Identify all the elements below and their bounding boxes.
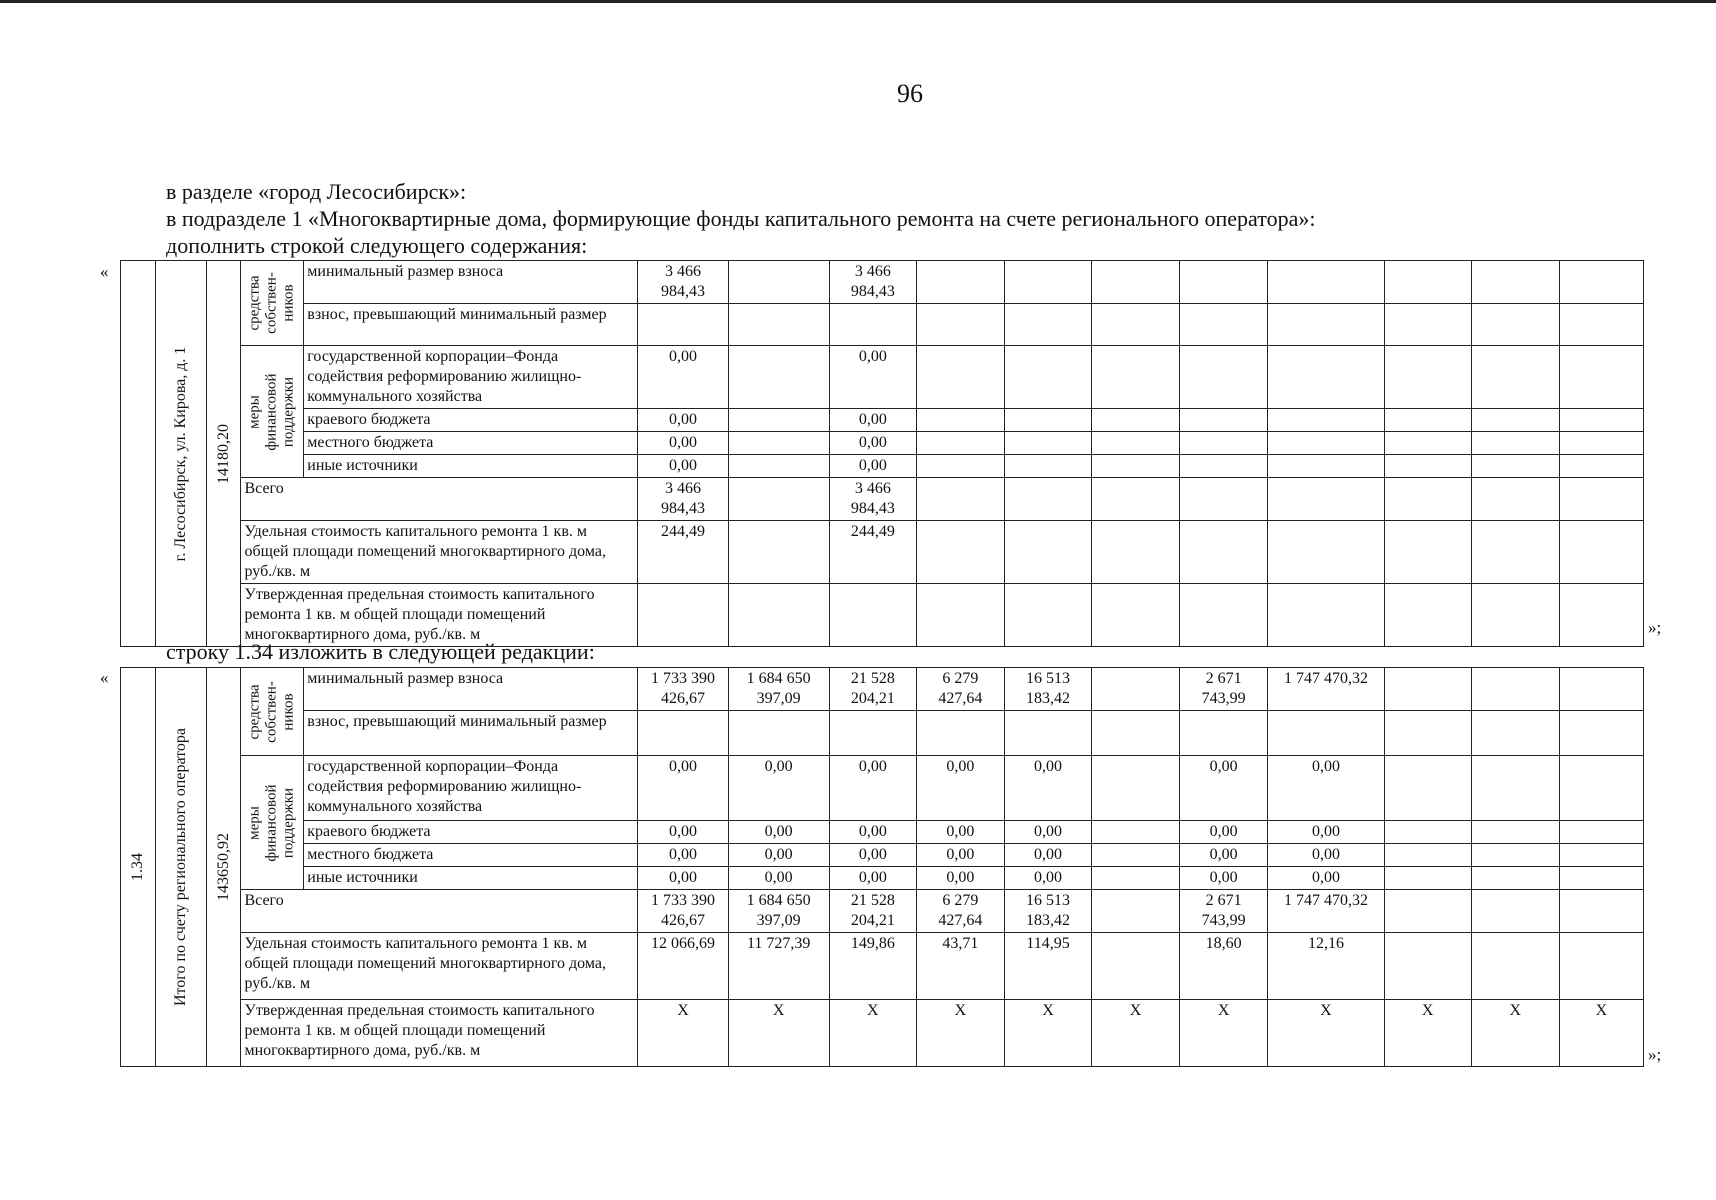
value-cell: 0,00: [1180, 867, 1268, 890]
value-cell: 21 528 204,21: [829, 890, 916, 933]
value-cell: 6 279 427,64: [916, 668, 1004, 711]
value-cell: [1559, 584, 1643, 647]
row-label-regional_budget: краевого бюджета: [304, 821, 638, 844]
value-cell: 0,00: [1004, 756, 1091, 821]
row-label-regional_budget: краевого бюджета: [304, 409, 638, 432]
value-cell: [638, 711, 728, 756]
value-cell: 0,00: [1180, 821, 1268, 844]
table-row-regional_budget: [121, 409, 1644, 432]
value-cell: X: [1180, 1000, 1268, 1067]
value-cell: [1180, 521, 1268, 584]
value-cell: 1 684 650 397,09: [728, 668, 829, 711]
value-cell: [1004, 711, 1091, 756]
value-cell: [1471, 867, 1559, 890]
value-cell: 6 279 427,64: [916, 890, 1004, 933]
value-cell: [1092, 346, 1180, 409]
area-cell-text: 143650,92: [214, 833, 232, 901]
value-cell: 0,00: [829, 756, 916, 821]
value-cell: 1 684 650 397,09: [728, 890, 829, 933]
table1-close-quote: »;: [1648, 618, 1662, 637]
table-row-min_fee: [121, 668, 1644, 711]
row-label-fund_reform: государственной корпорации–Фонда содействия реформированию жилищно-коммунального хозяйства: [304, 756, 638, 821]
value-cell: X: [1092, 1000, 1180, 1067]
group-financial-support-line: поддержки: [280, 376, 297, 447]
value-cell: 0,00: [638, 346, 728, 409]
value-cell: 0,00: [728, 867, 829, 890]
row-label-fund_reform: государственной корпорации–Фонда содействия реформированию жилищно-коммунального хозяйства: [304, 346, 638, 409]
table-row-other_sources: [121, 455, 1644, 478]
value-cell: [1471, 346, 1559, 409]
value-cell: [1559, 346, 1643, 409]
value-cell: [1004, 304, 1091, 346]
value-cell: [1384, 821, 1471, 844]
value-cell: X: [1559, 1000, 1643, 1067]
value-cell: 0,00: [1004, 867, 1091, 890]
value-cell: [1559, 409, 1643, 432]
row-label-other_sources: иные источники: [304, 455, 638, 478]
value-cell: [1559, 933, 1643, 1000]
value-cell: [1559, 711, 1643, 756]
value-cell: [1268, 432, 1384, 455]
value-cell: [1180, 478, 1268, 521]
group-financial-support-line: меры: [246, 394, 263, 429]
value-cell: 16 513 183,42: [1004, 890, 1091, 933]
value-cell: [1471, 933, 1559, 1000]
table-row-local_budget: [121, 844, 1644, 867]
value-cell: [1471, 584, 1559, 647]
value-cell: [1092, 668, 1180, 711]
value-cell: 0,00: [916, 867, 1004, 890]
value-cell: [1092, 409, 1180, 432]
value-cell: [1384, 432, 1471, 455]
value-cell: [1471, 844, 1559, 867]
row-label-local_budget: местного бюджета: [304, 432, 638, 455]
value-cell: 0,00: [728, 844, 829, 867]
group-owners-funds-line: собствен-: [263, 680, 280, 743]
group-financial-support-line: финансовой: [263, 783, 280, 862]
value-cell: 0,00: [638, 455, 728, 478]
table-row-regional_budget: [121, 821, 1644, 844]
group-owners-funds: [241, 668, 304, 756]
value-cell: 0,00: [829, 867, 916, 890]
value-cell: [1384, 584, 1471, 647]
value-cell: [1268, 455, 1384, 478]
table-row-other_sources: [121, 867, 1644, 890]
group-owners-funds-line: средства: [246, 684, 263, 740]
value-cell: 244,49: [638, 521, 728, 584]
value-cell: [1384, 711, 1471, 756]
row-label-unit_cost: Удельная стоимость капитального ремонта 1 кв. м общей площади помещений многоквартирного дома, руб./кв. м: [241, 521, 638, 584]
value-cell: [728, 711, 829, 756]
value-cell: [1004, 455, 1091, 478]
value-cell: [1180, 261, 1268, 304]
value-cell: [1471, 261, 1559, 304]
value-cell: [916, 409, 1004, 432]
page-number: 96: [897, 79, 923, 108]
table-row-limit_cost: [121, 1000, 1644, 1067]
value-cell: 0,00: [829, 844, 916, 867]
table-row-unit_cost: [121, 933, 1644, 1000]
value-cell: X: [1471, 1000, 1559, 1067]
value-cell: [1092, 890, 1180, 933]
address-cell: [156, 261, 207, 647]
value-cell: 3 466 984,43: [829, 261, 916, 304]
value-cell: [728, 304, 829, 346]
value-cell: [916, 584, 1004, 647]
value-cell: 244,49: [829, 521, 916, 584]
value-cell: [1092, 261, 1180, 304]
value-cell: [1384, 261, 1471, 304]
value-cell: 114,95: [1004, 933, 1091, 1000]
value-cell: [1268, 261, 1384, 304]
value-cell: 2 671 743,99: [1180, 668, 1268, 711]
value-cell: [1092, 821, 1180, 844]
value-cell: 149,86: [829, 933, 916, 1000]
value-cell: [1559, 261, 1643, 304]
value-cell: [1268, 346, 1384, 409]
value-cell: 0,00: [638, 409, 728, 432]
value-cell: [1384, 890, 1471, 933]
value-cell: 0,00: [1004, 821, 1091, 844]
value-cell: [1384, 844, 1471, 867]
value-cell: 12,16: [1268, 933, 1384, 1000]
value-cell: [1471, 432, 1559, 455]
value-cell: 43,71: [916, 933, 1004, 1000]
table-row-total: [121, 478, 1644, 521]
value-cell: [1471, 756, 1559, 821]
address-cell-text: г. Лесосибирск, ул. Кирова, д. 1: [172, 346, 190, 561]
value-cell: 0,00: [1180, 844, 1268, 867]
value-cell: X: [1004, 1000, 1091, 1067]
table-regional-operator-total: [120, 667, 1644, 1067]
value-cell: [1559, 890, 1643, 933]
value-cell: 0,00: [728, 821, 829, 844]
value-cell: 0,00: [829, 432, 916, 455]
value-cell: 1 747 470,32: [1268, 890, 1384, 933]
value-cell: [728, 409, 829, 432]
address-cell: [156, 668, 207, 1067]
value-cell: [1471, 409, 1559, 432]
value-cell: 0,00: [916, 844, 1004, 867]
value-cell: [1180, 455, 1268, 478]
table-row-min_fee: [121, 261, 1644, 304]
value-cell: 3 466 984,43: [829, 478, 916, 521]
group-owners-funds: [241, 261, 304, 346]
value-cell: [1384, 346, 1471, 409]
row-number-cell: [121, 261, 156, 647]
value-cell: [1268, 521, 1384, 584]
value-cell: [1180, 304, 1268, 346]
value-cell: [829, 711, 916, 756]
value-cell: [1559, 432, 1643, 455]
value-cell: 0,00: [638, 756, 728, 821]
table1-open-quote: «: [100, 262, 109, 281]
group-owners-funds-line: ников: [280, 692, 297, 731]
value-cell: 3 466 984,43: [638, 261, 728, 304]
value-cell: [728, 432, 829, 455]
value-cell: 0,00: [638, 432, 728, 455]
value-cell: [916, 432, 1004, 455]
value-cell: [1004, 346, 1091, 409]
value-cell: [1471, 521, 1559, 584]
row-label-total: Всего: [241, 478, 638, 521]
value-cell: [829, 584, 916, 647]
value-cell: [1384, 455, 1471, 478]
value-cell: [1004, 584, 1091, 647]
group-financial-support-line: поддержки: [280, 787, 297, 858]
value-cell: 0,00: [916, 756, 1004, 821]
value-cell: [916, 261, 1004, 304]
intro-section-line: в разделе «город Лесосибирск»:: [166, 179, 467, 204]
row-label-total: Всего: [241, 890, 638, 933]
intro-add-row-line: дополнить строкой следующего содержания:: [166, 233, 588, 258]
value-cell: 0,00: [638, 821, 728, 844]
value-cell: 0,00: [1268, 844, 1384, 867]
value-cell: [1092, 584, 1180, 647]
table-row-excess_fee: [121, 304, 1644, 346]
value-cell: [1471, 711, 1559, 756]
value-cell: [1092, 304, 1180, 346]
value-cell: 0,00: [916, 821, 1004, 844]
group-financial-support: [241, 756, 304, 890]
row-label-limit_cost: Утвержденная предельная стоимость капитального ремонта 1 кв. м общей площади помещений многоквартирного дома, руб./кв. м: [241, 1000, 638, 1067]
row-label-min_fee: минимальный размер взноса: [304, 668, 638, 711]
value-cell: X: [916, 1000, 1004, 1067]
value-cell: [728, 455, 829, 478]
table-row-fund_reform: [121, 756, 1644, 821]
value-cell: [1384, 933, 1471, 1000]
intro-subsection-line: в подразделе 1 «Многоквартирные дома, формирующие фонды капитального ремонта на счете регионального оператора»:: [166, 206, 1316, 231]
row-label-unit_cost: Удельная стоимость капитального ремонта 1 кв. м общей площади помещений многоквартирного дома, руб./кв. м: [241, 933, 638, 1000]
value-cell: X: [638, 1000, 728, 1067]
value-cell: 0,00: [1268, 821, 1384, 844]
value-cell: X: [728, 1000, 829, 1067]
row-number-cell-text: 1.34: [129, 853, 147, 881]
value-cell: 0,00: [1268, 756, 1384, 821]
group-financial-support: [241, 346, 304, 478]
value-cell: 0,00: [829, 455, 916, 478]
row-label-excess_fee: взнос, превышающий минимальный размер: [304, 711, 638, 756]
value-cell: [1268, 711, 1384, 756]
table2-open-quote: «: [100, 668, 109, 687]
value-cell: [1004, 478, 1091, 521]
area-cell: [207, 261, 241, 647]
value-cell: [1559, 756, 1643, 821]
value-cell: [1180, 711, 1268, 756]
value-cell: [1004, 521, 1091, 584]
value-cell: [916, 711, 1004, 756]
value-cell: [1471, 455, 1559, 478]
value-cell: 0,00: [1004, 844, 1091, 867]
table-row-limit_cost: [121, 584, 1644, 647]
value-cell: [1092, 432, 1180, 455]
value-cell: [1471, 821, 1559, 844]
value-cell: [1384, 756, 1471, 821]
value-cell: [1559, 455, 1643, 478]
value-cell: [1559, 867, 1643, 890]
value-cell: [1092, 756, 1180, 821]
value-cell: 1 747 470,32: [1268, 668, 1384, 711]
value-cell: [1559, 478, 1643, 521]
value-cell: 1 733 390 426,67: [638, 668, 728, 711]
value-cell: [728, 521, 829, 584]
value-cell: [1384, 478, 1471, 521]
group-financial-support-line: меры: [246, 805, 263, 840]
value-cell: [1092, 867, 1180, 890]
value-cell: [728, 584, 829, 647]
value-cell: 0,00: [1268, 867, 1384, 890]
value-cell: [1004, 261, 1091, 304]
value-cell: [728, 478, 829, 521]
row-label-min_fee: минимальный размер взноса: [304, 261, 638, 304]
value-cell: [1471, 478, 1559, 521]
value-cell: 0,00: [638, 867, 728, 890]
value-cell: [1180, 409, 1268, 432]
area-cell: [207, 668, 241, 1067]
value-cell: [1559, 668, 1643, 711]
value-cell: [1384, 668, 1471, 711]
value-cell: 12 066,69: [638, 933, 728, 1000]
value-cell: [916, 455, 1004, 478]
value-cell: [1559, 821, 1643, 844]
value-cell: [1559, 304, 1643, 346]
page-top-border: [0, 0, 1716, 3]
table-kirova-1: [120, 260, 1644, 647]
intro-replace-row-line: строку 1.34 изложить в следующей редакции:: [166, 639, 595, 664]
table-row-excess_fee: [121, 711, 1644, 756]
value-cell: [1384, 867, 1471, 890]
value-cell: 0,00: [829, 346, 916, 409]
row-label-other_sources: иные источники: [304, 867, 638, 890]
value-cell: [1559, 521, 1643, 584]
table-row-local_budget: [121, 432, 1644, 455]
value-cell: [1268, 478, 1384, 521]
table-row-unit_cost: [121, 521, 1644, 584]
value-cell: 18,60: [1180, 933, 1268, 1000]
value-cell: 1 733 390 426,67: [638, 890, 728, 933]
value-cell: [1004, 432, 1091, 455]
value-cell: 2 671 743,99: [1180, 890, 1268, 933]
value-cell: X: [829, 1000, 916, 1067]
value-cell: [1268, 584, 1384, 647]
value-cell: 0,00: [638, 844, 728, 867]
value-cell: 0,00: [1180, 756, 1268, 821]
table-row-fund_reform: [121, 346, 1644, 409]
row-number-cell: [121, 668, 156, 1067]
value-cell: [1384, 409, 1471, 432]
value-cell: [916, 304, 1004, 346]
value-cell: 3 466 984,43: [638, 478, 728, 521]
value-cell: [1384, 304, 1471, 346]
value-cell: [1559, 844, 1643, 867]
group-owners-funds-line: ников: [280, 284, 297, 322]
value-cell: 0,00: [829, 409, 916, 432]
value-cell: [1092, 933, 1180, 1000]
table2-close-quote: »;: [1648, 1045, 1662, 1064]
value-cell: 16 513 183,42: [1004, 668, 1091, 711]
value-cell: [1180, 346, 1268, 409]
group-owners-funds-line: средства: [246, 275, 263, 331]
group-financial-support-line: финансовой: [263, 372, 280, 451]
value-cell: [728, 346, 829, 409]
value-cell: [916, 521, 1004, 584]
table-row-total: [121, 890, 1644, 933]
group-owners-funds-line: собствен-: [263, 272, 280, 334]
value-cell: X: [1268, 1000, 1384, 1067]
value-cell: [1471, 890, 1559, 933]
value-cell: [1471, 304, 1559, 346]
value-cell: 11 727,39: [728, 933, 829, 1000]
value-cell: [1268, 304, 1384, 346]
value-cell: [1092, 478, 1180, 521]
value-cell: [728, 261, 829, 304]
value-cell: [916, 346, 1004, 409]
value-cell: [1092, 844, 1180, 867]
value-cell: [1092, 711, 1180, 756]
value-cell: [1384, 521, 1471, 584]
value-cell: [1268, 409, 1384, 432]
value-cell: [638, 584, 728, 647]
value-cell: [1004, 409, 1091, 432]
value-cell: [1180, 584, 1268, 647]
value-cell: [1471, 668, 1559, 711]
value-cell: [916, 478, 1004, 521]
row-label-excess_fee: взнос, превышающий минимальный размер: [304, 304, 638, 346]
row-label-local_budget: местного бюджета: [304, 844, 638, 867]
row-label-limit_cost: Утвержденная предельная стоимость капитального ремонта 1 кв. м общей площади помещений многоквартирного дома, руб./кв. м: [241, 584, 638, 647]
address-cell-text: Итого по счету регионального оператора: [172, 727, 190, 1007]
value-cell: 0,00: [728, 756, 829, 821]
area-cell-text: 14180,20: [214, 423, 232, 484]
value-cell: [829, 304, 916, 346]
value-cell: 0,00: [829, 821, 916, 844]
value-cell: [1092, 521, 1180, 584]
value-cell: X: [1384, 1000, 1471, 1067]
value-cell: [1092, 455, 1180, 478]
value-cell: [1180, 432, 1268, 455]
value-cell: 21 528 204,21: [829, 668, 916, 711]
value-cell: [638, 304, 728, 346]
